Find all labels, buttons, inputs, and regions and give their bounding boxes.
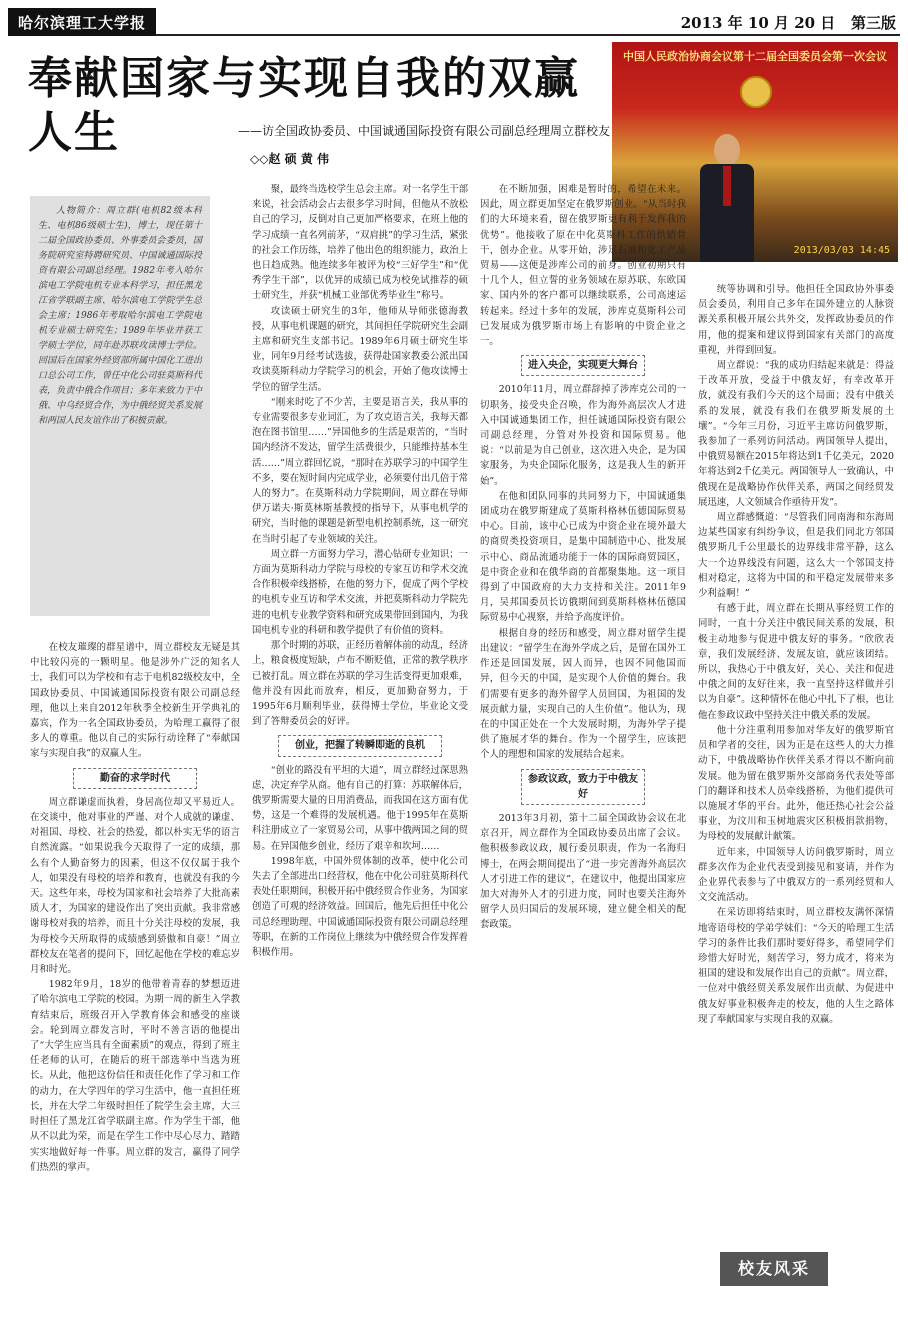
date: 2013 年 10 月 20 日 (680, 14, 836, 32)
issue-date (681, 12, 896, 33)
column-4 (698, 282, 894, 1232)
section-heading-1: 勤奋的求学时代 (73, 768, 197, 789)
person-figure (700, 134, 754, 262)
paragraph: 2010年11月，周立群辞掉了涉库克公司的一切职务，接受央企召唤，作为海外高层次人才进入中国诚通集团工作，担任诚通国际投资有限公司副总经理，分管对外投资和国际贸易。他说：“以前是为自己创业，这次进入央企，是为国家服务，为央企国际化服务，这是我人生的新开始”。 (480, 384, 686, 487)
section-heading-4: 参政议政，致力于中俄友好 (521, 769, 645, 805)
newspaper-name: 哈尔滨理工大学报 (8, 8, 156, 36)
person-head (714, 134, 740, 166)
section-heading-2: 创业，把握了转瞬即逝的良机 (278, 735, 442, 756)
person-tie (723, 166, 731, 206)
bio-box (30, 196, 210, 616)
paragraph: “创业的路没有平坦的大道”，周立群经过深思熟虑，决定弃学从商。他有自己的打算：苏联解体后，俄罗斯需要大量的日用消费品，而我国在这方面有优势，这是一个难得的发展机遇。他于1995年在莫斯科注册成立了一家贸易公司，从事中俄两国之间的贸易。在异国他乡创业，经历了艰辛和坎坷…… (252, 764, 468, 852)
paragraph: 聚，最终当选校学生总会主席。对一名学生干部来说，社会活动会占去很多学习时间，但他从不放松自己的学习，反倒对自己更加严格要求，在班上他的学习成绩一直名列前茅，“双肩挑”的学习生活，紧张的社会工作历练，培养了他出色的组织能力，政治上也日趋成熟。他连续多年被评为校“三好学生”和“优秀学生干部”，以优异的成绩已成为校免试推荐的硕士研究生，并获“机械工业部优秀毕业生”称号。 (252, 184, 468, 302)
paragraph: 周立群感慨道：“尽管我们同南海和东海周边某些国家有纠纷争议，但是我们同北方邻国俄罗斯几千公里最长的边界线非常平静，这么大一个边界线没有问题，这么大一个邻国支持相对稳定，这将为中国的和平稳定发展带来多少利益啊！” (698, 512, 894, 600)
paragraph: 统等协调和引导。他担任全国政协外事委员会委员，利用自己多年在国外建立的人脉资源关系积极开展公共外交，发挥政协委员的作用，他的提案和建议得到国家有关部门的高度重视，并得到回复。 (698, 284, 894, 356)
paragraph: 在采访即将结束时，周立群校友满怀深情地寄语母校的学弟学妹们：“今天的哈理工生活学习的条件比我们那时要好得多，希望同学们珍惜大好时光，刻苦学习，努力成才，将来为祖国的建设和发展作出自己的贡献”。周立群，一位对中俄经贸关系发展作出贡献、为促进中俄友好事业积极奔走的校友，他的人生之路体现了奉献国家与实现自我的双赢。 (698, 907, 894, 1025)
column-2 (252, 182, 468, 1320)
paragraph: 在他和团队同事的共同努力下，中国诚通集团成功在俄罗斯建成了莫斯科格林伍德国际贸易中心。目前，该中心已成为中资企业在境外最大的商贸类投资项目，是集中国制造中心、批发展示中心、商品流通功能于一体的国际商贸园区，是中资企业和在俄华商的首都聚集地。这一项目得到了中国政府的大力支持和关注。2011年9月，吴邦国委员长访俄期间到莫斯科格林伍德国际贸易中心视察，并给予高度评价。 (480, 490, 686, 624)
edition: 第三版 (850, 14, 896, 32)
section-heading-3: 进入央企，实现更大舞台 (521, 355, 645, 376)
byline: ◇◇赵 硕 黄 伟 (250, 152, 329, 166)
emblem-icon (740, 76, 772, 108)
photo-banner: 中国人民政治协商会议第十二届全国委员会第一次会议 (623, 50, 887, 63)
masthead (8, 8, 900, 36)
paragraph: 周立群一方面努力学习，潜心钻研专业知识；一方面为莫斯科动力学院与母校的专家互访和学术交流合作积极牵线搭桥，在他的努力下，促成了两个学校的电机专业互访和学术交流，并把莫斯科动力学院先进的电机专业教学资料和研究成果带回到国内，为我国电机专业的科研和教学提供了有价值的资料。 (252, 548, 468, 636)
paragraph: 2013年3月初，第十二届全国政协会议在北京召开，周立群作为全国政协委员出席了会议。他积极参政议政，履行委员职责，作为一名海归博士，在两会期间提出了“进一步完善海外高层次人才引进工作的建议”，在建议中，他提出国家应加大对海外人才的引进力度，同时也要关注海外留学人员归国后的发展环境，建立健全相关的配套政策。 (480, 812, 686, 931)
subhead: ——访全国政协委员、中国诚通国际投资有限公司副总经理周立群校友 (237, 124, 610, 138)
paragraph: 周立群谦虚而执着，身居高位却又平易近人。在交谈中，他对事业的严谨、对个人成就的谦虚、对祖国、母校、社会的热爱，都以朴实无华的语言自然流露。“如果说我今天取得了一定的成绩，那么有个人勤奋努力的因素，但这不仅仅属于我个人，如果没有母校的培养和教育，也就没有我的今天。这些年来，母校为国家和社会培养了大批高素质人才，为国家的建设作出了突出贡献。我非常感谢母校对我的培养，而且十分关注母校的发展，我为母校今天所取得的成绩感到骄傲和自豪！”周立群校友在笔者的提问下，回忆起他在学校的难忘岁月和时光。 (30, 796, 240, 976)
paragraph: 1982年9月，18岁的他带着青春的梦想迈进了哈尔滨电工学院的校园。为期一周的新生入学教育结束后，班级召开入学教育体会和感受的座谈会。轮到周立群发言时，平时不善言语的他提出了“大学生应当具有全面素质”的观点，得到了班主任老师的认可，在随后的班干部选举中当选为班长。从此，他把这份信任和责任化作了学习和工作的动力，在大学四年的学习生活中，他一直担任班长，并在大学二年级时担任了院学生会主席，大三时担任了黑龙江省学联副主席。作为学生干部，他从不以此为荣，而是在学生工作中尽心尽力、踏踏实实地做好每一件事。周立群的发言，赢得了同学们热烈的掌声。 (30, 979, 240, 1173)
headline: 奉献国家与实现自我的双赢人生 (28, 53, 580, 158)
paragraph: 攻读硕士研究生的3年，他师从导师张德海教授，从事电机课题的研究，其间担任学院研究生会副主席和研究生支部书记。1989年6月硕士研究生毕业，同年9月经考试选拔，获得赴国家教委公派出国攻读莫斯科动力学院学习的机会，开始了他攻读博士学位的留学生活。 (252, 305, 468, 393)
paragraph: 那个时期的苏联，正经历着解体前的动乱，经济上，粮食极度短缺，卢布不断贬值，正常的教学秩序已被打乱。周立群在苏联的学习生活变得更加艰难，他并没有因此而放弃，相反，更加勤奋努力，于1995年6月顺利毕业，获得博士学位，毕业论文受到了答辩委员会的好评。 (252, 640, 468, 728)
column-3 (480, 182, 686, 1320)
paragraph: 他十分注重利用参加对华友好的俄罗斯官员和学者的交往，因为正是在这些人的大力推动下，中俄战略协作伙伴关系才得以不断向前发展。他为留在俄罗斯外交部商务代表处等部门的翻译和技术人员牵线搭桥，为他们提供可以施展才华的平台。此外，他还热心社会公益事业，为汶川和玉树地震灾区积极捐款捐物，为母校的发展献计献策。 (698, 724, 894, 843)
bio-text: 人物简介：周立群(电机82级本科生、电机86级硕士生)，博士，现任第十二届全国政协委员、外事委员会委员，国务院研究室特聘研究员、中国诚通国际投资有限公司副总经理。1982年考入哈尔滨电工学院电机专业本科学习，担任黑龙江省学联副主席、哈尔滨电工学院学生总会主席；1986年考取哈尔滨电工学院电机专业硕士研究生；1989年毕业并获工学硕士学位，同年赴苏联攻读博士学位。回国后在国家外经贸部所属中国化工进出口总公司工作，曾任中化公司驻莫斯科代表，负责中俄合作项目；多年来致力于中俄、中乌经贸合作，为中俄经贸关系发展和两国人民友谊作出了积极贡献。 (38, 206, 202, 426)
paragraph: 根据自身的经历和感受，周立群对留学生提出建议：“留学生在海外学成之后，是留在国外工作还是回国发展，因人而异，也因不同他国而异，但今天的中国，是实现个人价值的舞台。我们需要有更多的海外留学人员回国，为祖国的发展贡献力量，实现自己的人生价值”。他认为，现在的中国正处在一个大发展时期，为海外学子提供了施展才华的舞台。作为一个留学生，应该把个人的理想和国家的发展结合起来。 (480, 627, 686, 761)
paragraph: 有感于此，周立群在长期从事经贸工作的同时，一直十分关注中俄民间关系的发展，积极主动地参与促进中俄友好的事务。“欣欣表章，我们发展经济、发展友谊，就应该团结。所以，我热心于中俄友好，关心、关注和促进中俄之间的友好往来，我一直坚持这样做并引以为自豪”。这种情怀在他心中扎下了根，也让他在参政议政中坚持关注中俄关系的发展。 (698, 603, 894, 721)
paragraph: 周立群说：“我的成功归结起来就是：得益于改革开放，受益于中俄友好，有幸改革开放，就没有我们今天的这个局面；没有中俄关系的发展，就没有我们在俄罗斯发展的土壤”。“今年三月份，习近平主席访问俄罗斯，我参加了一系列访问活动。两国领导人提出，中俄贸易额在2015年将达到1千亿美元，2020年将达到2千亿美元。两国领导人一致确认，中俄现在是战略协作伙伴关系，两国之间经贸发展迅速，人文领域合作亟待开发”。 (698, 360, 894, 508)
photo-timestamp: 2013/03/03 14:45 (793, 245, 890, 256)
paragraph: 1998年底，中国外贸体制的改革，使中化公司失去了全部进出口经营权，他在中化公司驻莫斯科代表处任职期间，积极开拓中俄经贸合作业务，为国家创造了可观的经济效益。回国后，他先后担任中化公司总经理助理、中国诚通国际投资有限公司副总经理等职，在新的工作岗位上继续为中俄经贸合作发挥着积极作用。 (252, 855, 468, 958)
paragraph: “刚来时吃了不少苦，主要是语言关，我从事的专业需要很多专业词汇，为了攻克语言关，我每天都泡在图书馆里……”异国他乡的生活是艰苦的，“当时国内经济不发达，留学生活费很少，只能维持基本生活……”周立群回忆说，“那时在苏联学习的中国学生不多，要在短时间内完成学业，必须要付出几倍于常人的努力”。在莫斯科动力学院期间，周立群在导师伊万诺夫·斯莫林斯基教授的指导下，从事电机学的研究，当时他的课题是新型电机控制系统，这一研究在当时引起了专业领域的关注。 (252, 396, 468, 545)
paragraph: 在不断加强，困难是暂时的，希望在未来。因此，周立群更加坚定在俄罗斯创业。“从当时我们的大环境来看，留在俄罗斯更有利于发挥我的优势”。他接收了原在中化莫斯科工作的供销骨干，创办企业。从零开始，涉足石油和化工产品贸易——这便是涉库公司的前身。创业初期只有十几个人，但立誓的业务领域在原苏联、东欧国家、国内外的客户都可以继续联系，公司高速运转起来。经过十多年的发展，涉库克莫斯科公司已发展成为俄罗斯市场上有影响的中资企业之一。 (480, 184, 686, 348)
column-label: 校友风采 (720, 1252, 828, 1286)
paragraph: 在校友璀璨的群星谱中，周立群校友无疑是其中比较闪亮的一颗明星。他是涉外广泛的知名人士，我们可以为学校和有志于电机82级校友中，全国政协委员、中国诚通国际投资有限公司副总经理，他以上来自2012年秋季全校新生开学典礼的嘉宾，作为一名全国政协委员，为哈理工赢得了很多人的尊重。他以自己的实际行动诠释了“奉献国家与实现自我”的双赢人生。 (30, 642, 240, 760)
paragraph: 近年来，中国领导人访问俄罗斯时，周立群多次作为企业代表受到接见和宴请，并作为企业界代表参与了中俄双方的一系列经贸和人文交流活动。 (698, 846, 894, 904)
column-1 (30, 640, 240, 1320)
